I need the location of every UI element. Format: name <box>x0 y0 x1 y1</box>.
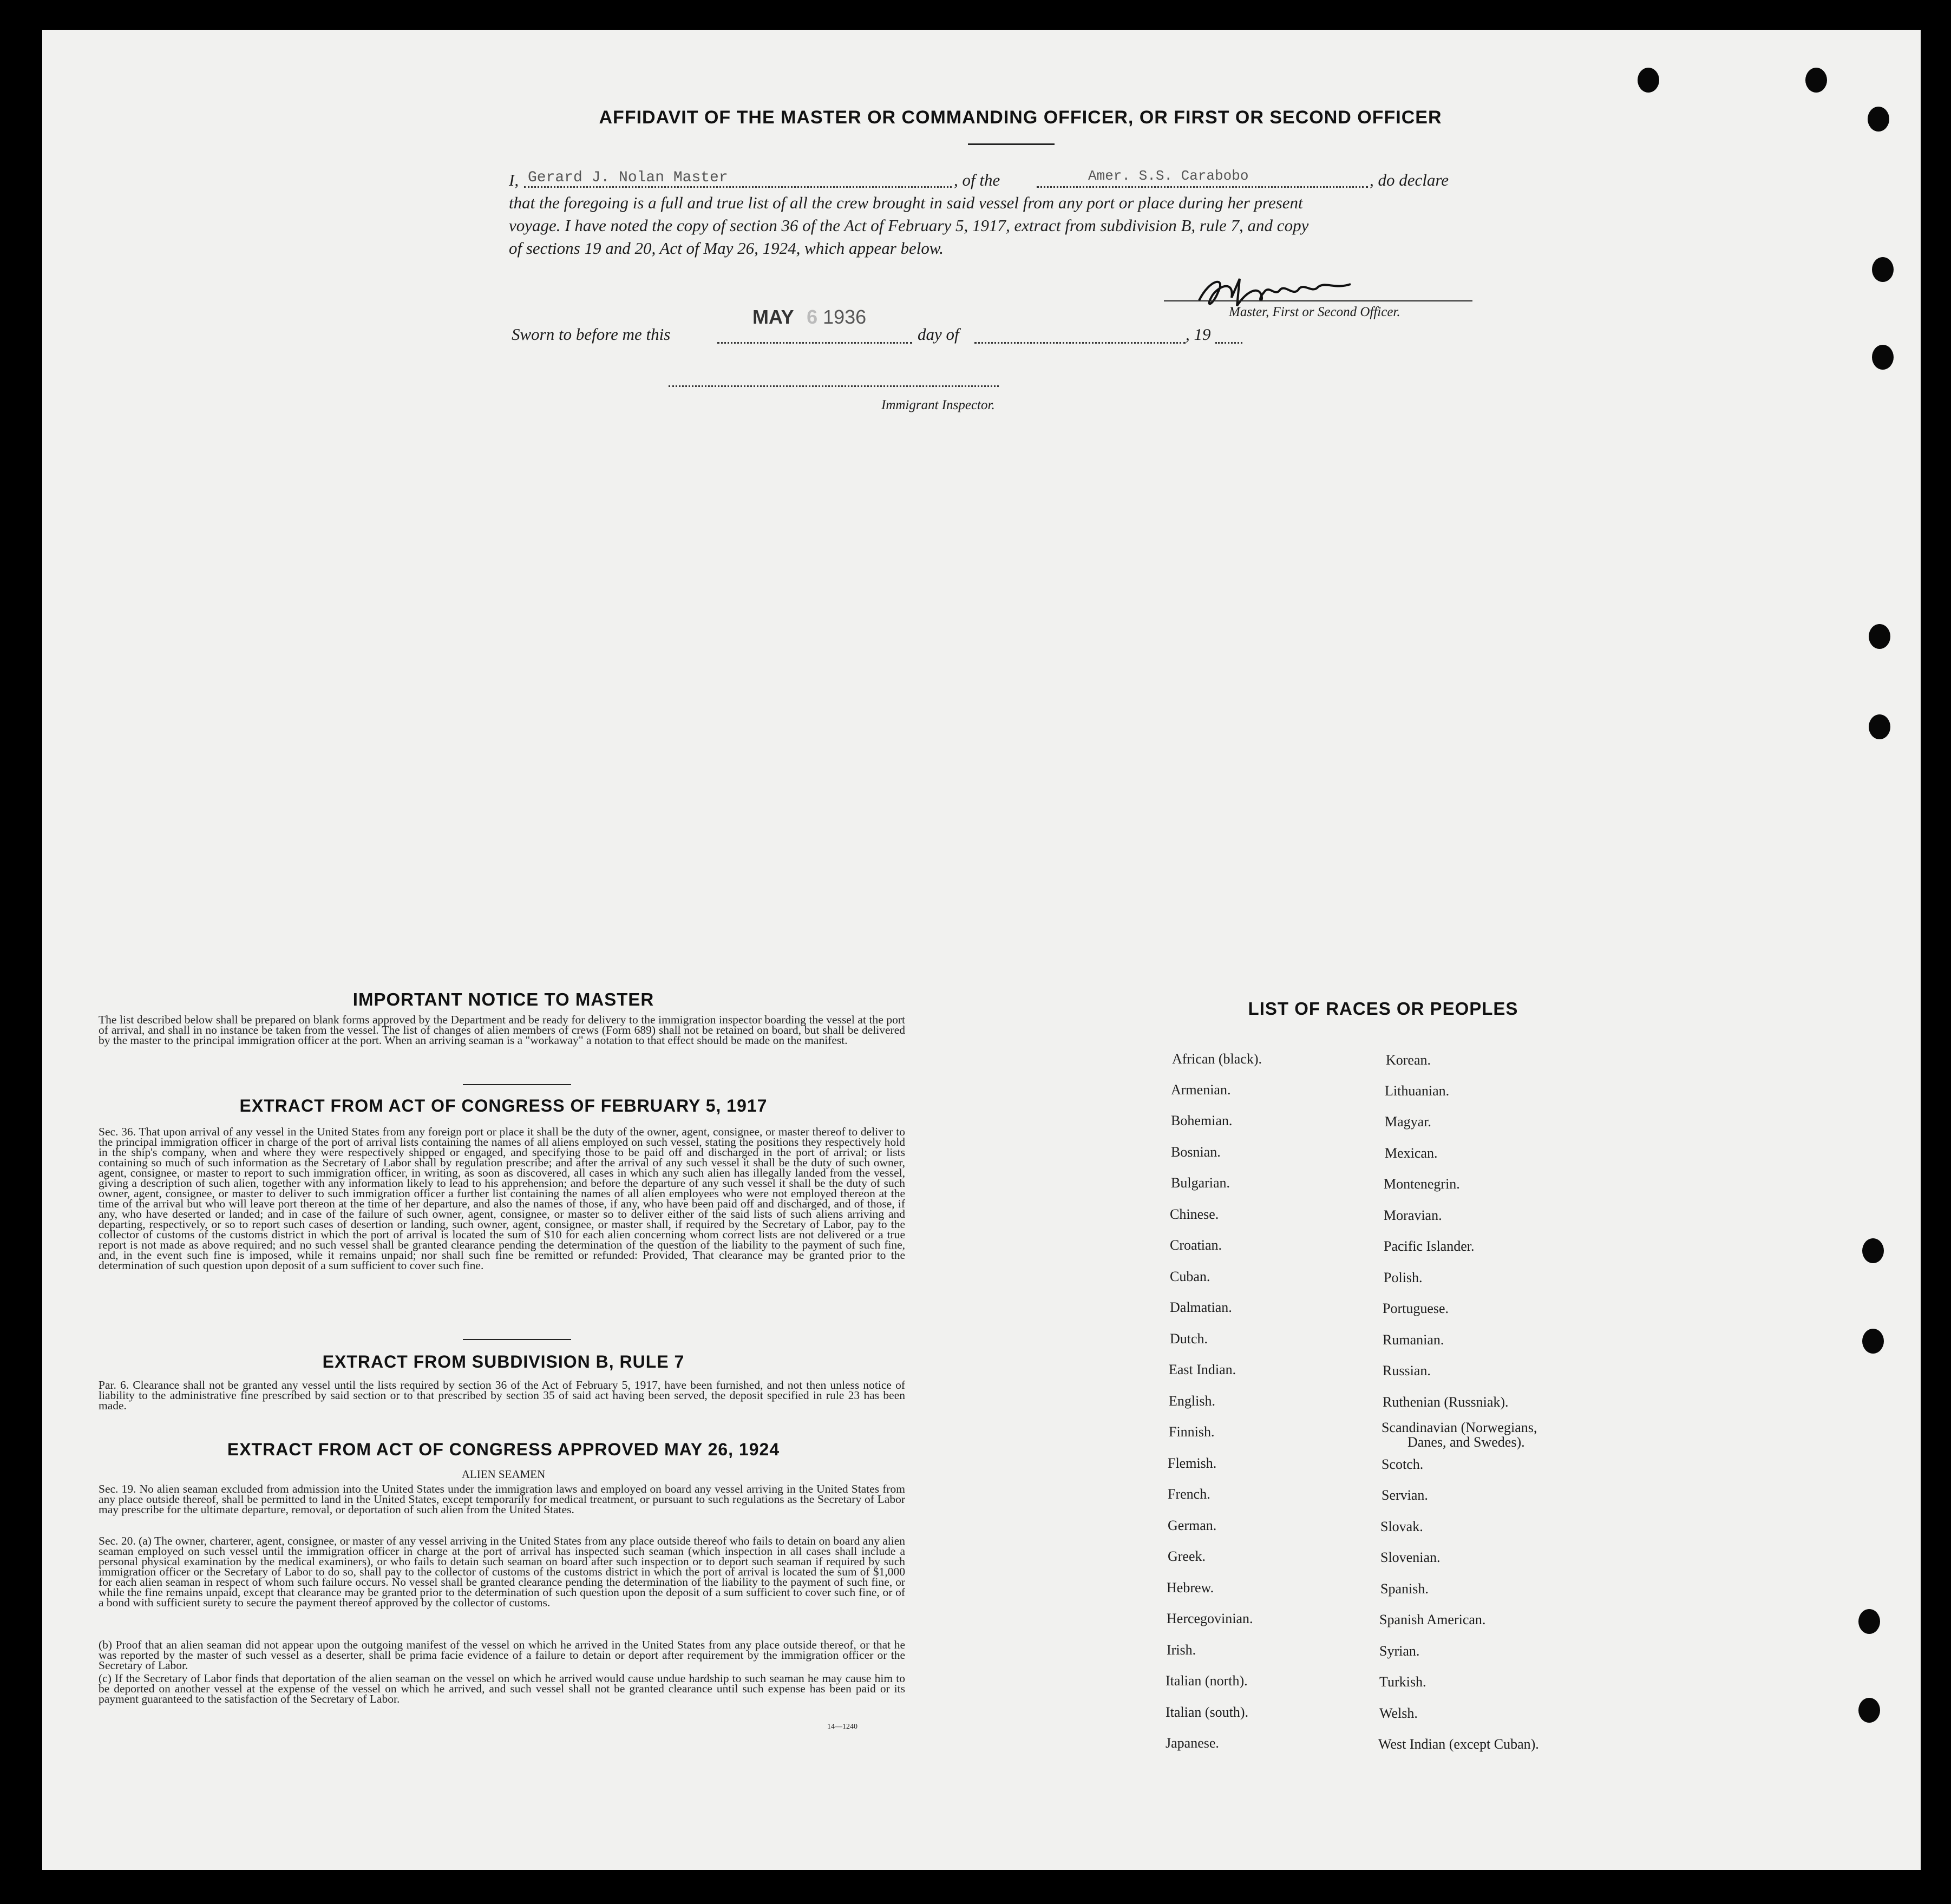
race-item: Turkish. <box>1379 1674 1426 1690</box>
race-item: English. <box>1169 1393 1215 1409</box>
races-title: LIST OF RACES OR PEOPLES <box>1248 999 1518 1019</box>
sworn-date-line <box>717 342 912 344</box>
race-item: Danes, and Swedes). <box>1407 1434 1525 1450</box>
race-item: Armenian. <box>1171 1082 1231 1098</box>
punch-hole <box>1805 68 1827 93</box>
race-item: Russian. <box>1383 1363 1431 1378</box>
stamp-year: 1936 <box>823 306 867 328</box>
race-item: Moravian. <box>1384 1207 1442 1223</box>
race-item: Italian (south). <box>1166 1704 1249 1720</box>
section-20a-text: Sec. 20. (a) The owner, charterer, agent, consignee, or master of any vessel arriving in the United States from any place outside thereof who fails to detain on board any alien seaman employed on such vessel until the immigration officer in charge at the port of arrival has inspected such seaman (which inspection in all cases shall include a personal physical examination by the medical examiners), or who fails to detain such seaman on board after such inspection or to deport such seaman if required by such immigration officer or the Secretary of Labor to do so, shall pay to the collector of customs of the customs district in which the port of arrival is located the sum of $1,000 for each alien seaman in respect of whom such failure occurs. No vessel shall be granted clearance pending the determination of the liability to the payment of such fine, or while the fine remains unpaid, except that clearance may be granted prior to the determination of such question upon the deposit of a sum sufficient to cover such fine, or of a bond with sufficient surety to secure the payment thereof approved by the collector of customs. <box>99 1534 905 1609</box>
race-item: Welsh. <box>1379 1705 1418 1721</box>
race-item: Chinese. <box>1170 1206 1219 1222</box>
punch-hole <box>1872 345 1894 370</box>
race-item: German. <box>1168 1518 1217 1533</box>
punch-hole <box>1638 68 1659 93</box>
race-item: Ruthenian (Russniak). <box>1383 1394 1509 1410</box>
race-item: Scandinavian (Norwegians, <box>1382 1420 1537 1435</box>
signer-label: Master, First or Second Officer. <box>1229 305 1400 319</box>
extract-1924-title: EXTRACT FROM ACT OF CONGRESS APPROVED MAY 26, 1924 <box>227 1440 780 1459</box>
punch-hole <box>1868 107 1889 132</box>
race-item: Slovak. <box>1380 1519 1423 1534</box>
race-item: Polish. <box>1384 1270 1423 1285</box>
race-item: Bulgarian. <box>1171 1175 1230 1191</box>
race-item: Korean. <box>1386 1052 1431 1068</box>
notice-title: IMPORTANT NOTICE TO MASTER <box>352 989 654 1009</box>
race-item: Scotch. <box>1382 1456 1424 1472</box>
punch-hole <box>1869 714 1890 739</box>
stamp-day: 6 <box>807 306 818 328</box>
race-item: West Indian (except Cuban). <box>1378 1736 1539 1752</box>
race-item: Cuban. <box>1170 1269 1210 1284</box>
race-item: Montenegrin. <box>1384 1176 1460 1192</box>
race-item: Flemish. <box>1168 1455 1217 1471</box>
month-line <box>974 342 1186 344</box>
master-name-field: Gerard J. Nolan Master <box>528 169 728 186</box>
date-stamp <box>752 306 866 329</box>
race-item: Greek. <box>1168 1548 1206 1564</box>
stamp-month: MAY <box>752 306 794 328</box>
rule-7-title: EXTRACT FROM SUBDIVISION B, RULE 7 <box>322 1352 685 1371</box>
year-label: , 19 <box>1186 325 1211 344</box>
race-item: Portuguese. <box>1383 1301 1449 1316</box>
race-item: Italian (north). <box>1166 1673 1248 1689</box>
inspector-label: Immigrant Inspector. <box>881 398 995 412</box>
section-20c-text: (c) If the Secretary of Labor finds that deportation of the alien seaman on the vessel on which he arrived would cause undue hardship to such seaman he may cause him to be deported on another vessel at the expense of the vessel on which he arrived, and such vessel shall not be granted clearance until such expense has been paid or its payment guaranteed to the satisfaction of the Secretary of Labor. <box>99 1672 905 1705</box>
signature-line <box>1164 300 1472 301</box>
form-number: 14—1240 <box>827 1723 857 1731</box>
race-item: Pacific Islander. <box>1384 1238 1475 1254</box>
section-19-text: Sec. 19. No alien seaman excluded from admission into the United States under the immigration laws and employed on board any vessel arriving in the United States from any place outside thereof, shall be permitted to land in the United States, except temporarily for medical treatment, or pursuant to such regulations as the Secretary of Labor may prescribe for the ultimate departure, removal, or deportation of such alien from the United States. <box>99 1482 905 1516</box>
do-declare-label: , do declare <box>1370 170 1449 189</box>
affidavit-line-3: voyage. I have noted the copy of section 36 of the Act of February 5, 1917, extract from subdivision B, rule 7, and copy <box>509 216 1309 235</box>
race-item: Bosnian. <box>1171 1144 1221 1160</box>
section-20b-text: (b) Proof that an alien seaman did not appear upon the outgoing manifest of the vessel on which he arrived in the United States from any place outside thereof, or that he was reported by the master of such vessel as a deserter, shall be prima facie evidence of a failure to detain or deport after requirement by the immigration officer or the Secretary of Labor. <box>99 1638 905 1672</box>
race-item: Magyar. <box>1385 1114 1431 1130</box>
race-item: Hebrew. <box>1167 1580 1214 1596</box>
affidavit-line-2: that the foregoing is a full and true list of all the crew brought in said vessel from any port or place during her present <box>509 193 1303 212</box>
punch-hole <box>1869 624 1890 649</box>
race-item: Spanish American. <box>1379 1612 1486 1627</box>
alien-seamen-subtitle: ALIEN SEAMEN <box>461 1468 546 1481</box>
race-item: Croatian. <box>1170 1237 1222 1253</box>
punch-hole <box>1862 1329 1884 1354</box>
inspector-line <box>669 385 999 387</box>
race-item: Hercegovinian. <box>1167 1611 1253 1626</box>
sworn-label: Sworn to before me this <box>512 325 671 344</box>
race-item: Bohemian. <box>1171 1113 1233 1128</box>
race-item: Spanish. <box>1380 1581 1429 1597</box>
punch-hole <box>1858 1609 1880 1634</box>
race-item: Lithuanian. <box>1385 1083 1450 1099</box>
vessel-name-line <box>1037 186 1368 188</box>
race-item: Syrian. <box>1379 1643 1420 1659</box>
affidavit-line-4: of sections 19 and 20, Act of May 26, 1924, which appear below. <box>509 239 944 258</box>
divider <box>968 143 1055 145</box>
race-item: Dutch. <box>1170 1331 1208 1347</box>
punch-hole <box>1862 1238 1884 1263</box>
race-item: French. <box>1168 1486 1210 1502</box>
divider <box>463 1084 571 1085</box>
notice-body: The list described below shall be prepared on blank forms approved by the Department and be ready for delivery to the immigration inspector boarding the vessel at the port of arrival, and shall in no instance be taken from the vessel. The list of changes of alien members of crews (Form 689) shall not be retained on board, but shall be delivered by the master to the principal immigration officer at the port. When an arriving seaman is a "workaway" a notation to that effect should be made on the manifest. <box>99 1013 905 1047</box>
i-label: I, <box>509 170 519 189</box>
race-item: Slovenian. <box>1380 1550 1441 1565</box>
divider <box>463 1339 571 1340</box>
race-item: Japanese. <box>1166 1735 1219 1751</box>
vessel-name-field: Amer. S.S. Carabobo <box>1088 168 1249 184</box>
race-item: Finnish. <box>1169 1424 1215 1440</box>
master-name-line <box>524 186 952 188</box>
punch-hole <box>1872 257 1894 282</box>
rule-7-body: Par. 6. Clearance shall not be granted any vessel until the lists required by section 36 of the Act of February 5, 1917, have been furnished, and not then unless notice of liability to the administrative fine prescribed by said section or to that prescribed by section 35 of said act having been served, the deposit specified in rule 23 has been made. <box>99 1378 905 1412</box>
of-the-label: , of the <box>954 170 1000 189</box>
race-item: African (black). <box>1172 1051 1262 1067</box>
day-of-label: day of <box>918 325 959 344</box>
extract-1917-title: EXTRACT FROM ACT OF CONGRESS OF FEBRUARY 5, 1917 <box>239 1096 768 1115</box>
punch-hole <box>1858 1698 1880 1723</box>
year-line <box>1215 342 1242 344</box>
race-item: Rumanian. <box>1383 1332 1444 1348</box>
affidavit-text <box>509 169 1516 260</box>
affidavit-title: AFFIDAVIT OF THE MASTER OR COMMANDING OFFICER, OR FIRST OR SECOND OFFICER <box>599 107 1442 128</box>
race-item: Servian. <box>1382 1487 1428 1503</box>
race-item: Mexican. <box>1385 1145 1438 1161</box>
race-item: East Indian. <box>1169 1362 1236 1377</box>
race-item: Dalmatian. <box>1170 1299 1232 1315</box>
extract-1917-body: Sec. 36. That upon arrival of any vessel in the United States from any foreign port or place it shall be the duty of the owner, agent, consignee, or master thereof to deliver to the principal immigration officer in charge of the port of arrival lists containing the names of all aliens employed on such vessel, stating the positions they respectively hold in the ship's company, when and where they were respectively shipped or engaged, and specifying those to be paid off and discharged in the port of arrival; or lists containing so much of such information as the Secretary of Labor shall by regulation prescribe; and after the arrival of any such vessel it shall be the duty of such owner, agent, consignee, or master to report to such immigration officer, in writing, as soon as discovered, all cases in which any such alien has illegally landed from the vessel, giving a description of such alien, together with any information likely to lead to his apprehension; and before the departure of any such vessel it shall be the duty of such owner, agent, consignee, or master to deliver to such immigration officer a further list containing the names of all alien employees who were not employed thereon at the time of the arrival but who will leave port thereon at the time of her departure, and also the names of those, if any, who have been paid off and discharged, and of those, if any, who have deserted or landed; and in case of the failure of such owner, agent, consignee, or master so to deliver either of the said lists of such aliens arriving and departing, respectively, or so to report such cases of desertion or landing, such owner, agent, consignee, or master shall, if required by the Secretary of Labor, pay to the collector of customs of the customs district in which the port of arrival is located the sum of $10 for each alien concerning whom correct lists are not delivered or a true report is not made as above required; and no such vessel shall be granted clearance pending the determination of the question of the liability to the payment of such fine, and, in the event such fine is imposed, while it remains unpaid; nor shall such fine be remitted or refunded: Provided, That clearance may be granted prior to the determination of such question upon deposit of a sum sufficient to cover such fine. <box>99 1125 905 1272</box>
race-item: Irish. <box>1167 1642 1196 1658</box>
